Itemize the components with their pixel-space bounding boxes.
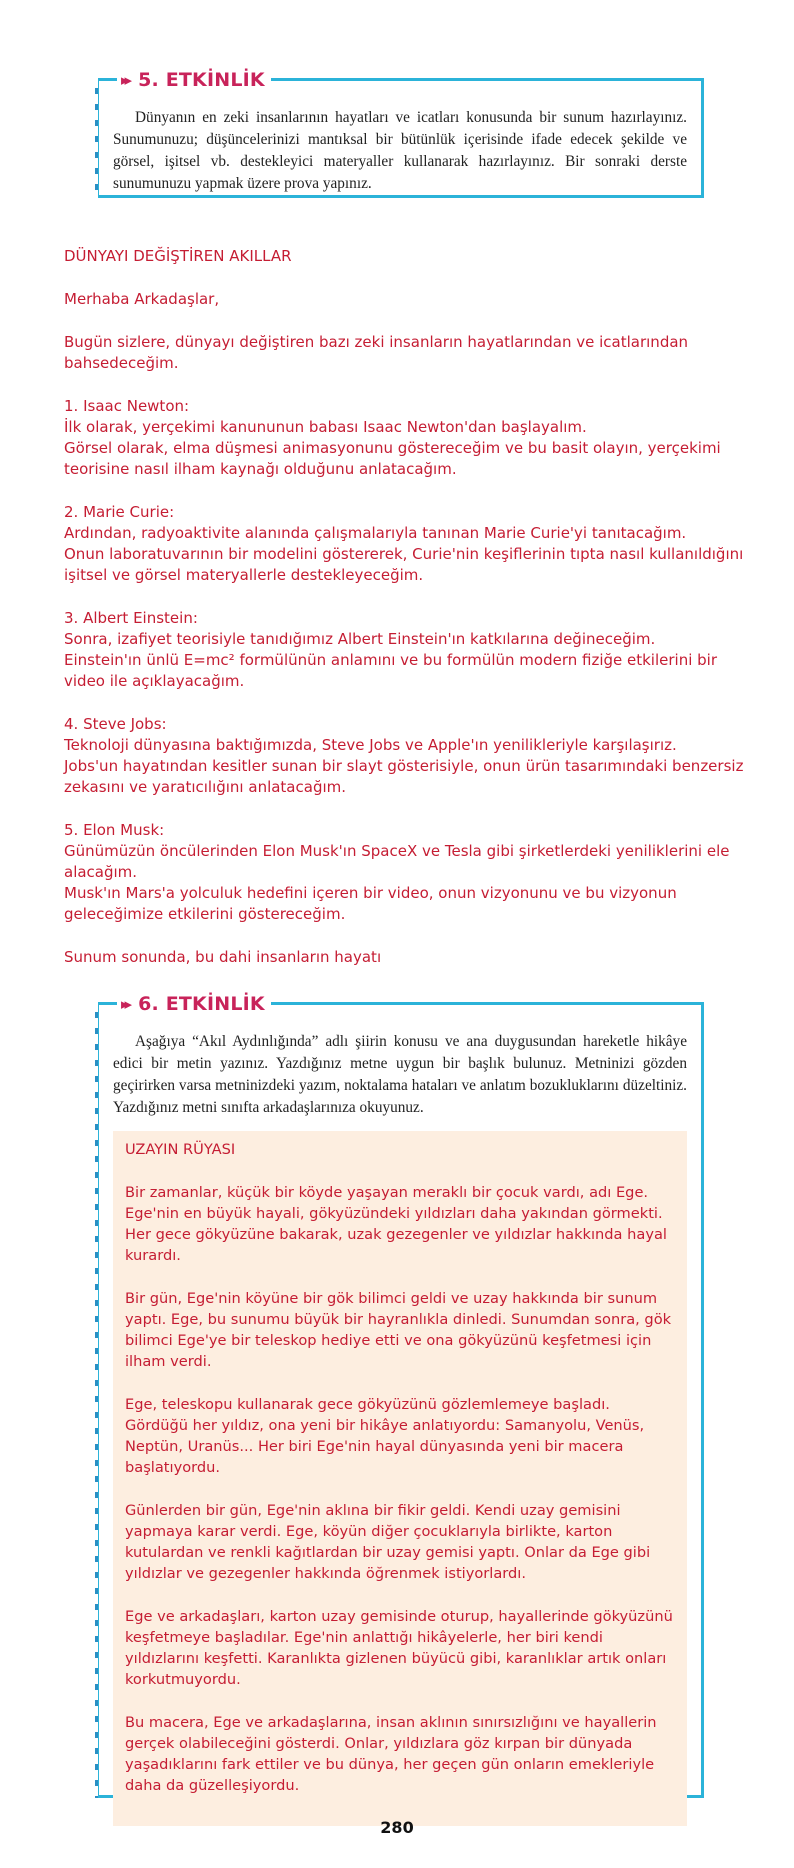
story-paragraph: Bir gün, Ege'nin köyüne bir gök bilimci geldi ve uzay hakkında bir sunum yaptı. Ege, bu sunumu büyük bir hayranlıkla dinledi. Sunumdan sonra, gök bilimci Ege'ye bir teleskop hediye etti ve ona gökyüzünü keşfetmesi için ilham verdi. xyxy=(125,1290,672,1370)
essay-section-jobs: 4. Steve Jobs: Teknoloji dünyasına baktığımızda, Steve Jobs ve Apple'ın yenilikleriyle karşılaşırız. Jobs'un hayatından kesitler sunan bir slayt gösterisiyle, onun ürün tasarımındaki benzersiz zekasını ve yaratıcılığını anlatacağım. xyxy=(64,715,744,796)
activity-6-title-text: 6. ETKİNLİK xyxy=(138,993,265,1015)
activity-6-box xyxy=(96,993,704,1798)
double-arrow-icon: ▸▸ xyxy=(121,995,129,1013)
story-title: UZAYIN RÜYASI xyxy=(125,1141,236,1158)
story-paragraph: Bir zamanlar, küçük bir köyde yaşayan meraklı bir çocuk vardı, adı Ege. Ege'nin en büyük hayali, gökyüzündeki yıldızları daha yakından görmekti. Her gece gökyüzüne bakarak, uzak gezegenler ve yıldızlar hakkında hayal kurardı. xyxy=(125,1184,667,1264)
activity-5-title xyxy=(117,69,271,91)
story-paragraph: Ege ve arkadaşları, karton uzay gemisinde oturup, hayallerinde gökyüzünü keşfetmeye başladılar. Ege'nin anlattığı hikâyelerle, her biri kendi yıldızlarını keşfetti. Karanlıkta gizlenen büyücü gibi, karanlıklar artık onları korkutmuyordu. xyxy=(125,1608,673,1688)
story-paragraph: Ege, teleskopu kullanarak gece gökyüzünü gözlemlemeye başladı. Gördüğü her yıldız, ona yeni bir hikâye anlatıyordu: Samanyolu, Venüs, Neptün, Uranüs... Her biri Ege'nin hayal dünyasında yeni bir macera başlatıyordu. xyxy=(125,1396,645,1476)
essay-section-newton: 1. Isaac Newton: İlk olarak, yerçekimi kanununun babası Isaac Newton'dan başlayalım. Görsel olarak, elma düşmesi animasyonunu göstereceğim ve bu basit olayın, yerçekimi teorisine nasıl ilham kaynağı olduğunu anlatacağım. xyxy=(64,397,721,478)
essay-title: DÜNYAYI DEĞİŞTİREN AKILLAR xyxy=(64,247,292,265)
essay-intro: Bugün sizlere, dünyayı değiştiren bazı zeki insanların hayatlarından ve icatlarından bahsedeceğim. xyxy=(64,333,689,372)
activity-5-instruction: Dünyanın en zeki insanlarının hayatları ve icatları konusunda bir sunum hazırlayınız. Sunumunuzu; düşüncelerinizi mantıksal bir bütünlük içerisinde ifade edecek şekilde ve görsel, işitsel vb. destekleyici materyaller kullanarak hazırlayınız. Bir sonraki derste sunumunuzu yapmak üzere prova yapınız. xyxy=(113,109,687,192)
essay-closing: Sunum sonunda, bu dahi insanların hayatı xyxy=(64,948,382,966)
activity-5-box xyxy=(96,69,704,198)
page-number: 280 xyxy=(380,1818,414,1837)
essay-section-musk: 5. Elon Musk: Günümüzün öncülerinden Elon Musk'ın SpaceX ve Tesla gibi şirketlerdeki yeniliklerini ele alacağım. Musk'ın Mars'a yolculuk hedefini içeren bir video, onun vizyonunu ve bu vizyonun geleceğimize etkilerini göstereceğim. xyxy=(64,821,730,923)
essay-greeting: Merhaba Arkadaşlar, xyxy=(64,290,220,308)
essay-section-curie: 2. Marie Curie: Ardından, radyoaktivite alanında çalışmalarıyla tanınan Marie Curie'yi tanıtacağım. Onun laboratuvarının bir modelini göstererek, Curie'nin keşiflerinin tıpta nasıl kullanıldığını işitsel ve görsel materyallerle destekleyeceğim. xyxy=(64,503,744,584)
activity-6-frame-accent xyxy=(95,1002,98,1798)
activity-5-title-text: 5. ETKİNLİK xyxy=(138,69,265,91)
double-arrow-icon: ▸▸ xyxy=(121,71,129,89)
activity-5-frame-accent xyxy=(95,78,98,198)
essay-answer xyxy=(64,246,754,990)
story-paragraph: Günlerden bir gün, Ege'nin aklına bir fikir geldi. Kendi uzay gemisini yapmaya karar verdi. Ege, köyün diğer çocuklarıyla birlikte, karton kutulardan ve renkli kağıtlardan bir uzay gemisi yaptı. Onlar da Ege gibi yıldızlar ve gezegenler hakkında öğrenmek istiyorlardı. xyxy=(125,1502,651,1582)
activity-6-instruction: Aşağıya “Akıl Aydınlığında” adlı şiirin konusu ve ana duygusundan hareketle hikâye edici bir metin yazınız. Yazdığınız metne uygun bir başlık bulunuz. Metninizi gözden geçirirken varsa metninizdeki yazım, noktalama hataları ve anlatım bozukluklarını düzeltiniz. Yazdığınız metni sınıfta arkadaşlarınıza okuyunuz. xyxy=(113,1033,687,1116)
activity-6-title xyxy=(117,993,271,1015)
story-paragraph: Bu macera, Ege ve arkadaşlarına, insan aklının sınırsızlığını ve hayallerin gerçek olabileceğini gösterdi. Onlar, yıldızlara göz kırpan bir dünyada yaşadıklarını fark ettiler ve bu dünya, her geçen gün onların emekleriyle daha da güzelleşiyordu. xyxy=(125,1714,657,1794)
story-answer-box xyxy=(113,1131,687,1826)
essay-section-einstein: 3. Albert Einstein: Sonra, izafiyet teorisiyle tanıdığımız Albert Einstein'ın katkılarına değineceğim. Einstein'ın ünlü E=mc² formülünün anlamını ve bu formülün modern fiziğe etkilerini bir video ile açıklayacağım. xyxy=(64,609,717,690)
